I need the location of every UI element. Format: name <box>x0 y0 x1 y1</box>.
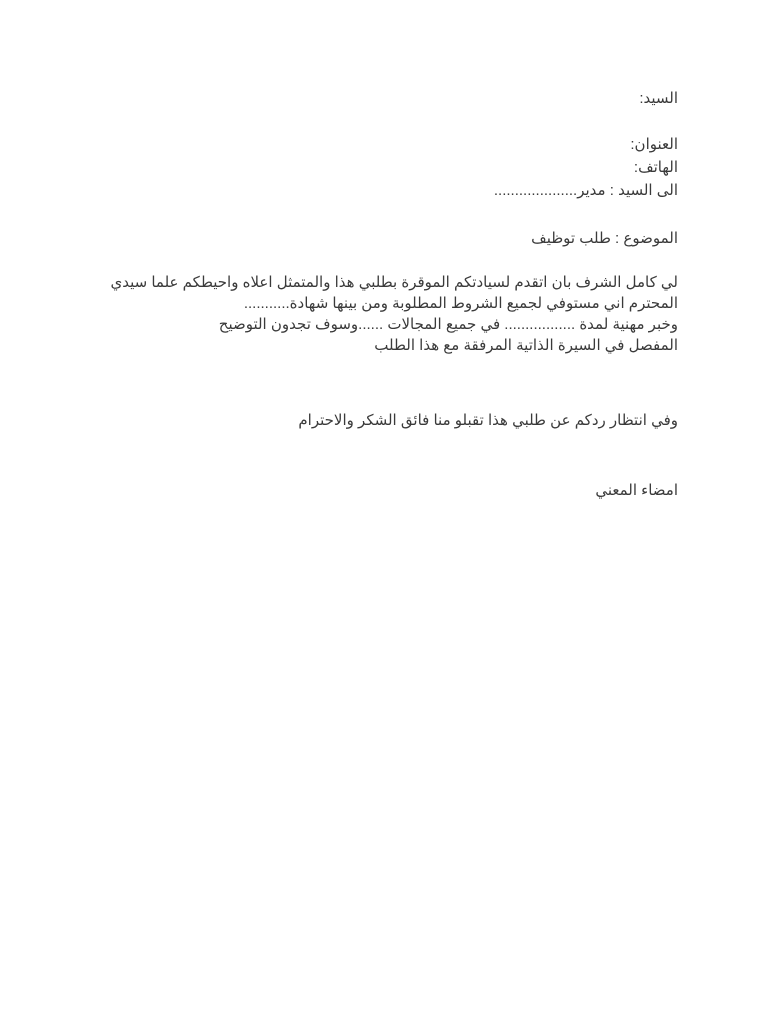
letter-body <box>78 272 678 356</box>
body-line: وخبر مهنية لمدة ................. في جميع المجالات ......وسوف تجدون التوضيح <box>218 316 678 333</box>
signature-line: امضاء المعني <box>595 482 678 499</box>
body-line: المحترم اني مستوفي لجميع الشروط المطلوبة ومن بينها شهادة........... <box>243 295 678 312</box>
phone-label: الهاتف: <box>633 159 678 176</box>
address-label: العنوان: <box>630 136 678 153</box>
closing-line: وفي انتظار ردكم عن طلبي هذا تقبلو منا فائق الشكر والاحترام <box>298 412 678 429</box>
body-line: المفصل في السيرة الذاتية المرفقة مع هذا الطلب <box>374 337 678 354</box>
sender-name-label: السيد: <box>639 90 678 107</box>
subject-line: الموضوع : طلب توظيف <box>531 230 678 247</box>
body-line: لي كامل الشرف بان اتقدم لسيادتكم الموقرة بطلبي هذا والمتمثل اعلاه واحيطكم علما سيدي <box>110 274 678 291</box>
recipient-line: الى السيد : مدير.................... <box>493 182 678 199</box>
